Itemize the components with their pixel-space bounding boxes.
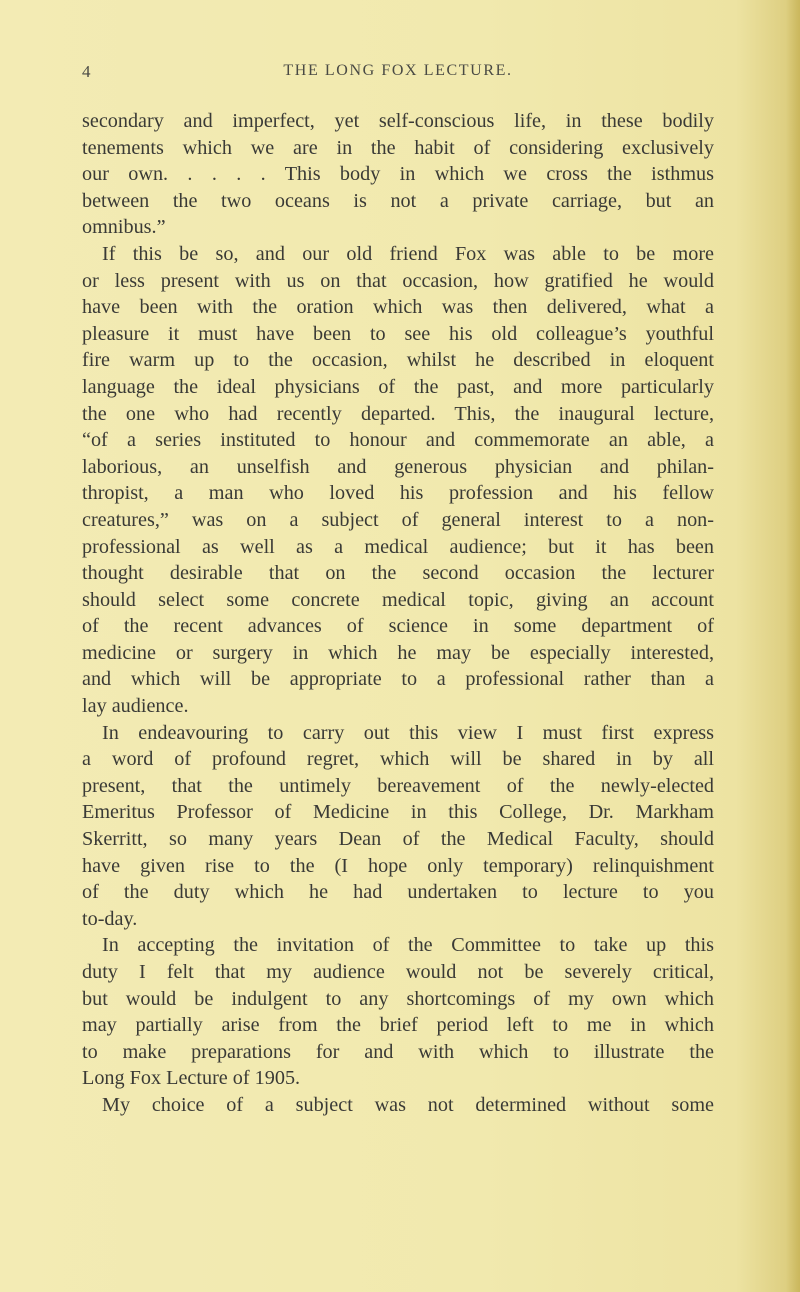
text-line: have given rise to the (I hope only temporary) relinquishment	[82, 854, 714, 877]
running-head: THE LONG FOX LECTURE.	[283, 62, 513, 79]
text-line: our own. . . . . This body in which we cross the isthmus	[82, 163, 714, 186]
text-line: have been with the oration which was then delivered, what a	[82, 296, 714, 319]
text-line: may partially arise from the brief period left to me in which	[82, 1014, 714, 1037]
text-line: medicine or surgery in which he may be especially interested,	[82, 641, 714, 664]
text-line: Skerritt, so many years Dean of the Medical Faculty, should	[82, 828, 714, 851]
text-line: thropist, a man who loved his profession and his fellow	[82, 482, 714, 505]
text-line: pleasure it must have been to see his old colleague’s youthful	[82, 322, 714, 345]
text-line: Emeritus Professor of Medicine in this College, Dr. Markham	[82, 801, 714, 824]
text-line: tenements which we are in the habit of considering exclusively	[82, 136, 714, 159]
text-line: My choice of a subject was not determined without some	[102, 1093, 714, 1116]
text-line: In endeavouring to carry out this view I must first express	[102, 721, 714, 744]
text-line: Long Fox Lecture of 1905.	[82, 1067, 301, 1090]
text-line: creatures,” was on a subject of general interest to a non-	[82, 508, 714, 531]
text-line: professional as well as a medical audience; but it has been	[82, 535, 714, 558]
text-line: fire warm up to the occasion, whilst he described in eloquent	[82, 349, 714, 372]
text-line: In accepting the invitation of the Committee to take up this	[102, 934, 714, 957]
text-line: but would be indulgent to any shortcomings of my own which	[82, 987, 714, 1010]
text-line: or less present with us on that occasion, how gratified he would	[82, 269, 714, 292]
text-line: “of a series instituted to honour and commemorate an able, a	[82, 429, 714, 452]
text-line: and which will be appropriate to a professional rather than a	[82, 668, 714, 691]
text-line: to-day.	[82, 907, 138, 930]
text-line: to make preparations for and with which to illustrate the	[82, 1040, 714, 1063]
page-number: 4	[82, 62, 93, 81]
text-line: language the ideal physicians of the past, and more particularly	[82, 375, 714, 398]
text-line: of the duty which he had undertaken to lecture to you	[82, 881, 714, 904]
text-line: the one who had recently departed. This, the inaugural lecture,	[82, 402, 714, 425]
text-line: between the two oceans is not a private carriage, but an	[82, 189, 714, 212]
text-line: of the recent advances of science in some department of	[82, 615, 714, 638]
text-line: secondary and imperfect, yet self-conscious life, in these bodily	[82, 110, 714, 132]
page-header	[82, 62, 714, 86]
text-line: present, that the untimely bereavement of the newly-elected	[82, 774, 714, 797]
text-line: should select some concrete medical topic, giving an account	[82, 588, 714, 611]
text-line: laborious, an unselfish and generous physician and philan-	[82, 455, 714, 478]
body-text	[82, 108, 714, 1119]
page-edge-shadow	[786, 0, 800, 1292]
text-line: thought desirable that on the second occasion the lecturer	[82, 562, 714, 585]
text-line: duty I felt that my audience would not be severely critical,	[82, 961, 714, 983]
text-line: omnibus.”	[82, 216, 166, 239]
text-line: lay audience.	[82, 695, 189, 718]
text-line: If this be so, and our old friend Fox was able to be more	[102, 242, 714, 265]
text-line: a word of profound regret, which will be shared in by all	[82, 748, 714, 771]
